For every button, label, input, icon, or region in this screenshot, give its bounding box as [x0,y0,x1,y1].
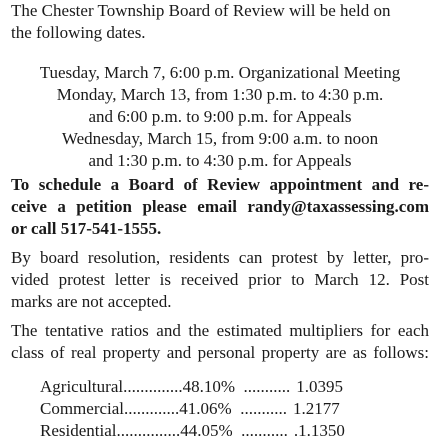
wednesday-meeting: Wednesday, March 15, from 9:00 a.m. to noon [61,129,379,148]
intro-paragraph [11,0,431,44]
resolution-paragraph [11,247,429,313]
leader-dots: ............. [124,399,180,418]
table-row [40,398,440,420]
table-row [40,420,440,440]
leader-dots: ........... [231,399,287,418]
resolution-line: vided protest letter is received prior to March 12. Post [11,270,429,289]
monday-meeting-evening: and 6:00 p.m. to 9:00 p.m. for Appeals [88,107,352,126]
meeting-schedule [0,62,440,128]
ratio-value: 41.06% [179,399,232,418]
multiplier-value: .1.1350 [293,421,345,440]
resolution-line: By board resolution, residents can protest by letter, pro- [11,248,429,267]
tuesday-meeting: Tuesday, March 7, 6:00 p.m. Organizational Meeting [39,63,401,82]
appointment-line: ceive a petition please email randy@taxassessing.com [11,197,429,216]
wednesday-schedule [0,128,440,172]
ratios-intro-paragraph [11,320,429,364]
intro-line: The Chester Township Board of Review will be held on [11,1,391,20]
wednesday-meeting-afternoon: and 1:30 p.m. to 4:30 p.m. for Appeals [88,151,352,170]
multiplier-value: 1.2177 [292,399,340,418]
ratio-value: 44.05% [180,421,233,440]
leader-dots: .............. [123,377,183,396]
property-class: Agricultural [40,377,124,396]
ratios-table [40,376,440,440]
leader-dots: ........... [235,377,291,396]
leader-dots: ............... [116,421,181,440]
intro-line: the following dates. [11,23,146,42]
ratios-intro-line: The tentative ratios and the estimated multipliers for each [11,321,429,340]
appointment-line: To schedule a Board of Review appointment and re- [11,175,429,194]
table-row [40,376,440,398]
resolution-line: marks are not accepted. [11,292,172,311]
property-class: Commercial [40,399,125,418]
monday-meeting: Monday, March 13, from 1:30 p.m. to 4:30 p.m. [56,85,384,104]
ratio-value: 48.10% [182,377,236,396]
appointment-line: or call 517-541-1555. [11,219,162,238]
leader-dots: ........... [232,421,288,440]
property-class: Residential [40,421,117,440]
appointment-paragraph [11,174,429,240]
multiplier-value: 1.0395 [296,377,344,396]
ratios-intro-line: class of real property and personal property are as follows: [11,343,429,362]
